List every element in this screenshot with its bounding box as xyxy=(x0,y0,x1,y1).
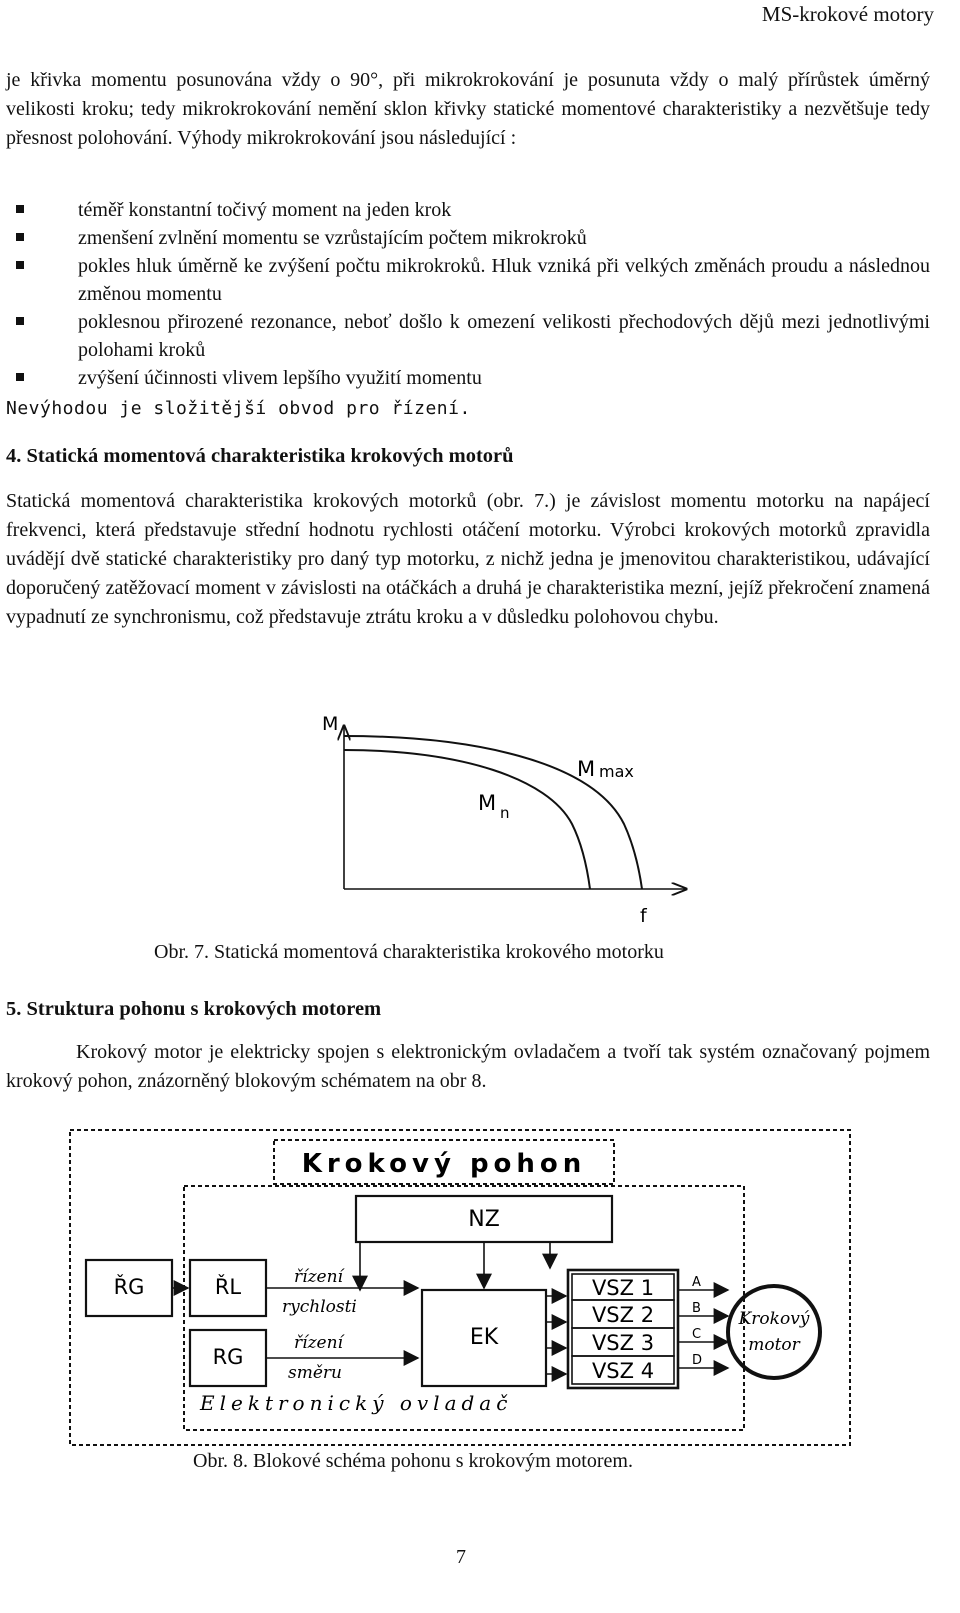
inner-title: Elektronický ovladač xyxy=(200,1391,513,1415)
page-number: 7 xyxy=(456,1546,466,1568)
rg-label: RG xyxy=(212,1345,244,1369)
figure-8-caption: Obr. 8. Blokové schéma pohonu s krokovým motorem. xyxy=(193,1450,633,1472)
speed-label-1: řízení xyxy=(294,1267,343,1287)
phase-a-label: A xyxy=(692,1275,701,1290)
list-item-text: poklesnou přirozené rezonance, neboť došlo k omezení velikosti přechodových dějů mezi jednotlivými polohami kroků xyxy=(78,311,930,361)
y-axis-label: M xyxy=(322,713,339,735)
list-item-text: zvýšení účinnosti vlivem lepšího využití momentu xyxy=(78,367,482,389)
list-item xyxy=(6,224,930,252)
bullet-square-icon xyxy=(16,261,24,269)
disadvantage-text: Nevýhodou je složitější obvod pro řízení. xyxy=(6,398,471,419)
bullet-square-icon xyxy=(16,317,24,325)
list-item xyxy=(6,196,930,224)
curve-m-n-subscript: n xyxy=(500,804,510,822)
x-axis-label: f xyxy=(640,905,647,927)
motor-label-2: motor xyxy=(748,1335,800,1355)
motor-label-1: Krokový xyxy=(738,1309,810,1329)
curve-m-n-label: M xyxy=(478,791,497,815)
section-5-paragraph: Krokový motor je elektricky spojen s elektronickým ovladačem a tvoří tak systém označovaný pojmem krokový pohon, znázorněný blokovým schématem na obr 8. xyxy=(6,1041,930,1092)
section-5-heading: 5. Struktura pohonu s krokových motorem xyxy=(6,998,382,1020)
list-item xyxy=(6,252,930,308)
ek-label: EK xyxy=(469,1325,499,1350)
bullet-square-icon xyxy=(16,205,24,213)
motor-circle xyxy=(728,1286,820,1378)
nz-label: NZ xyxy=(468,1207,500,1232)
intro-paragraph: je křivka momentu posunována vždy o 90°, při mikrokrokování je posunuta vždy o malý přírůstek úměrný velikosti kroku; tedy mikrokrokování nemění sklon křivky statické momentové charakteristiky a nezvětšuje tedy přesnost polohování. Výhody mikrokrokování jsou následující : xyxy=(6,69,930,149)
list-item xyxy=(6,364,930,392)
list-item-text: zmenšení zvlnění momentu se vzrůstajícím počtem mikrokroků xyxy=(78,227,587,249)
direction-label-2: směru xyxy=(288,1363,342,1383)
bullet-square-icon xyxy=(16,233,24,241)
phase-d-label: D xyxy=(692,1353,703,1368)
vsz-3-label: VSZ 3 xyxy=(591,1331,655,1355)
curve-m-n xyxy=(344,750,590,889)
vsz-2-label: VSZ 2 xyxy=(591,1303,655,1327)
list-item-text: téměř konstantní točivý moment na jeden krok xyxy=(78,199,452,221)
advantages-list xyxy=(6,196,930,392)
figure-8-block-diagram xyxy=(60,1120,860,1450)
speed-label-2: rychlosti xyxy=(282,1297,357,1317)
vsz-4-label: VSZ 4 xyxy=(591,1359,655,1383)
phase-c-label: C xyxy=(692,1327,702,1342)
list-item xyxy=(6,308,930,364)
bullet-square-icon xyxy=(16,373,24,381)
figure-7-chart xyxy=(300,700,700,930)
direction-label-1: řízení xyxy=(294,1333,343,1353)
outer-title: Krokový pohon xyxy=(301,1149,587,1179)
section-4-paragraph: Statická momentová charakteristika krokových motorků (obr. 7.) je závislost momentu motorku na napájecí frekvenci, která představuje střední hodnotu rychlosti otáčení motorku. Výrobci krokových motorků zpravidla uvádějí dvě statické charakteristiky pro daný typ motorku, z nichž jedna je jmenovitou charakteristikou, udávající doporučený zatěžovací moment v závislosti na otáčkách a druhá je charakteristika mezní, jejíž překročení znamená vypadnutí ze synchronismu, což představuje ztrátu kroku a v důsledku polohovou chybu. xyxy=(6,490,930,628)
rl-label: ŘL xyxy=(214,1275,242,1299)
rg-top-label: ŘG xyxy=(113,1275,145,1299)
running-header: MS-krokové motory xyxy=(761,2,934,26)
list-item-text: pokles hluk úměrně ke zvýšení počtu mikrokroků. Hluk vzniká při velkých změnách proudu a následnou změnou momentu xyxy=(78,255,930,305)
curve-m-max-subscript: max xyxy=(599,762,634,781)
figure-7-caption: Obr. 7. Statická momentová charakteristika krokového motorku xyxy=(154,941,664,963)
curve-m-max-label: M xyxy=(577,757,596,781)
section-4-heading: 4. Statická momentová charakteristika krokových motorů xyxy=(6,445,514,467)
vsz-1-label: VSZ 1 xyxy=(591,1276,655,1300)
phase-b-label: B xyxy=(692,1301,701,1316)
